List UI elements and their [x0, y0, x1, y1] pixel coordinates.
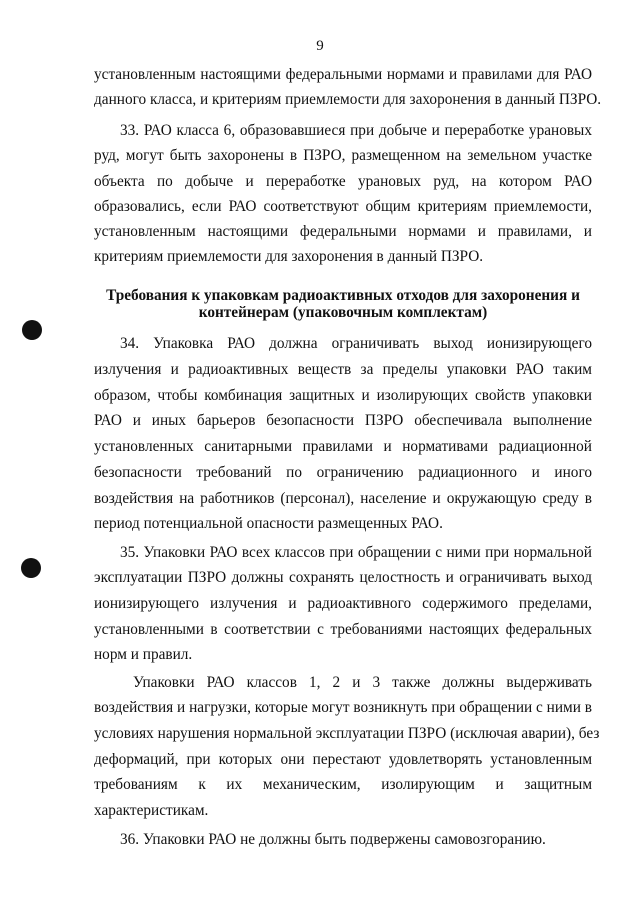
text-line: установленным настоящими федеральными нормами и правилами, и: [94, 223, 592, 240]
text-line: эксплуатации ПЗРО должны сохранять целостность и ограничивать выход: [94, 569, 592, 586]
text-line: критериям приемлемости для захоронения в данный ПЗРО.: [94, 248, 484, 265]
text-line: безопасности требований по ограничению радиационного и иного: [94, 464, 592, 481]
text-line: образовались, если РАО соответствуют общим критериям приемлемости,: [94, 198, 592, 215]
page-number: 9: [316, 38, 324, 54]
text-line: деформаций, при которых они перестают удовлетворять установленным: [94, 751, 592, 768]
text-line: воздействия на работников (персонал), население и окружающую среду в: [94, 490, 592, 507]
text-line: излучения и радиоактивных веществ за пределы упаковки РАО таким: [94, 361, 592, 378]
text-line: установленными в соответствии с требованиями настоящих федеральных: [94, 621, 592, 638]
text-line: установленных санитарными правилами и нормативами радиационной: [94, 438, 592, 455]
text-line: образом, чтобы комбинация защитных и изолирующих свойств упаковки: [94, 387, 592, 404]
text-line: РАО и иных барьеров безопасности ПЗРО обеспечивала выполнение: [94, 412, 592, 429]
text-line: 35. Упаковки РАО всех классов при обращении с ними при нормальной: [120, 544, 592, 561]
text-line: требованиям к их механическим, изолирующим и защитным: [94, 776, 592, 793]
punch-hole: [21, 558, 41, 578]
punch-hole: [22, 320, 42, 340]
text-line: ионизирующего излучения и радиоактивного содержимого пределами,: [94, 595, 592, 612]
text-line: воздействия и нагрузки, которые могут возникнуть при обращении с ними в: [94, 699, 592, 716]
text-line: норм и правил.: [94, 646, 193, 663]
text-line: объекта по добыче и переработке урановых руд, на котором РАО: [94, 173, 592, 190]
text-line: 36. Упаковки РАО не должны быть подвержены самовозгоранию.: [120, 831, 546, 848]
section-heading: Требования к упаковкам радиоактивных отходов для захоронения и: [106, 287, 580, 304]
text-line: руд, могут быть захоронены в ПЗРО, размещенном на земельном участке: [94, 147, 592, 164]
text-line: период потенциальной опасности размещенных РАО.: [94, 515, 443, 532]
text-line: 34. Упаковка РАО должна ограничивать выход ионизирующего: [120, 335, 592, 352]
text-line: характеристикам.: [94, 802, 209, 819]
text-line: Упаковки РАО классов 1, 2 и 3 также должны выдерживать: [133, 674, 592, 691]
text-line: условиях нарушения нормальной эксплуатации ПЗРО (исключая аварии), без: [94, 725, 600, 742]
section-heading: контейнерам (упаковочным комплектам): [198, 304, 488, 321]
text-line: 33. РАО класса 6, образовавшиеся при добыче и переработке урановых: [120, 122, 592, 139]
text-line: данного класса, и критериям приемлемости для захоронения в данный ПЗРО.: [94, 91, 602, 108]
text-line: установленным настоящими федеральными нормами и правилами для РАО: [94, 66, 592, 83]
